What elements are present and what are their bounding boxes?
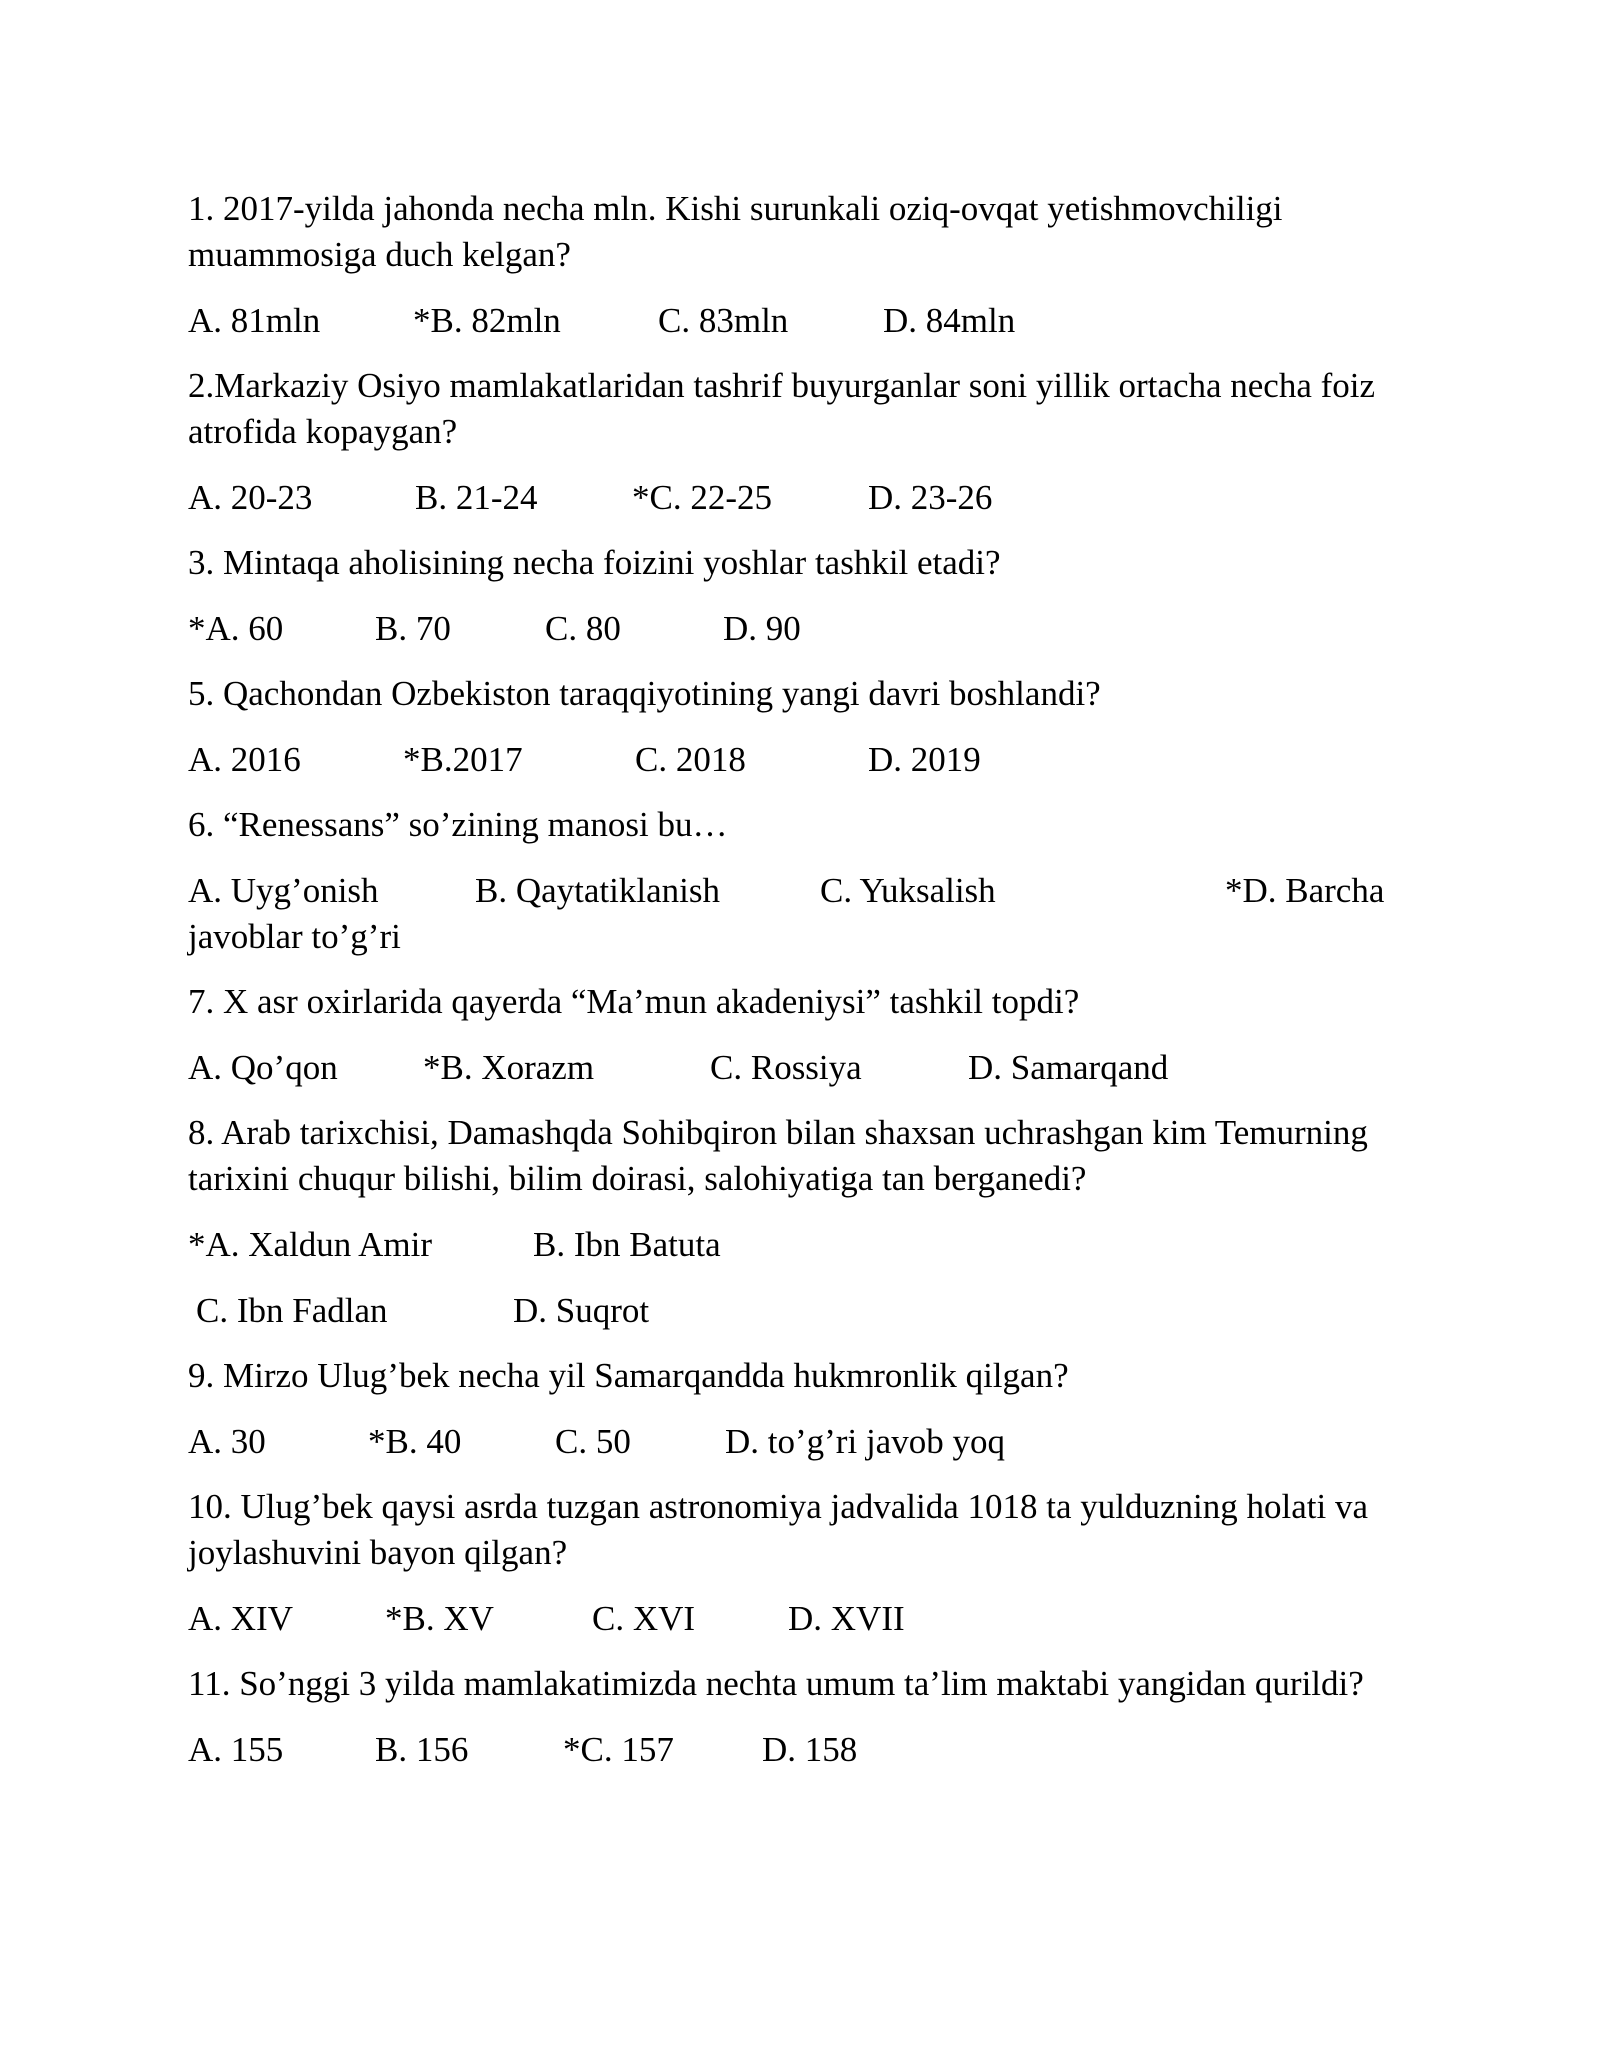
question-1-line-2: muammosiga duch kelgan? xyxy=(188,235,571,274)
question-3-option-d: D. 90 xyxy=(723,609,801,648)
question-9-option-c: C. 50 xyxy=(555,1422,631,1461)
question-8-line-1: 8. Arab tarixchisi, Damashqda Sohibqiron bilan shaxsan uchrashgan kim Temurning xyxy=(188,1113,1368,1152)
question-6-option-a: A. Uyg’onish xyxy=(188,871,379,910)
question-2-option-b: B. 21-24 xyxy=(415,478,538,517)
question-7-option-b: *B. Xorazm xyxy=(423,1048,595,1087)
question-10-option-d: D. XVII xyxy=(788,1599,905,1638)
question-10-option-a: A. XIV xyxy=(188,1599,293,1638)
question-2-option-d: D. 23-26 xyxy=(868,478,993,517)
question-6-option-d-continuation: javoblar to’g’ri xyxy=(188,917,401,956)
question-1-line-1: 1. 2017-yilda jahonda necha mln. Kishi surunkali oziq-ovqat yetishmovchiligi xyxy=(188,189,1283,228)
question-1-option-a: A. 81mln xyxy=(188,301,321,340)
question-11-option-b: B. 156 xyxy=(375,1730,469,1769)
question-5-option-c: C. 2018 xyxy=(635,740,746,779)
question-2-option-c: *C. 22-25 xyxy=(632,478,772,517)
question-9-option-d: D. to’g’ri javob yoq xyxy=(725,1422,1005,1461)
question-10-line-2: joylashuvini bayon qilgan? xyxy=(188,1533,568,1572)
question-3-option-a: *A. 60 xyxy=(188,609,284,648)
question-5-option-b: *B.2017 xyxy=(403,740,523,779)
question-3-option-c: C. 80 xyxy=(545,609,621,648)
question-7-option-d: D. Samarqand xyxy=(968,1048,1169,1087)
question-7-option-c: C. Rossiya xyxy=(710,1048,862,1087)
question-11-option-c: *C. 157 xyxy=(563,1730,674,1769)
question-7-option-a: A. Qo’qon xyxy=(188,1048,338,1087)
question-1-option-d: D. 84mln xyxy=(883,301,1016,340)
question-5-line-1: 5. Qachondan Ozbekiston taraqqiyotining yangi davri boshlandi? xyxy=(188,674,1101,713)
question-3-line-1: 3. Mintaqa aholisining necha foizini yoshlar tashkil etadi? xyxy=(188,543,1001,582)
question-10-option-b: *B. XV xyxy=(385,1599,494,1638)
question-9-option-a: A. 30 xyxy=(188,1422,266,1461)
question-10-line-1: 10. Ulug’bek qaysi asrda tuzgan astronomiya jadvalida 1018 ta yulduzning holati va xyxy=(188,1487,1368,1526)
question-3-option-b: B. 70 xyxy=(375,609,451,648)
question-1-option-c: C. 83mln xyxy=(658,301,789,340)
question-9-option-b: *B. 40 xyxy=(368,1422,462,1461)
question-8-option-b: B. Ibn Batuta xyxy=(533,1225,721,1264)
question-2-line-2: atrofida kopaygan? xyxy=(188,412,458,451)
question-7-line-1: 7. X asr oxirlarida qayerda “Ma’mun akadeniysi” tashkil topdi? xyxy=(188,982,1080,1021)
question-6-option-d: *D. Barcha xyxy=(1225,871,1385,910)
question-6-option-b: B. Qaytatiklanish xyxy=(475,871,720,910)
question-5-option-a: A. 2016 xyxy=(188,740,301,779)
question-2-option-a: A. 20-23 xyxy=(188,478,313,517)
question-9-line-1: 9. Mirzo Ulug’bek necha yil Samarqandda hukmronlik qilgan? xyxy=(188,1356,1069,1395)
question-11-option-d: D. 158 xyxy=(762,1730,858,1769)
question-11-option-a: A. 155 xyxy=(188,1730,284,1769)
question-10-option-c: C. XVI xyxy=(592,1599,696,1638)
question-8-option-d: D. Suqrot xyxy=(513,1291,650,1330)
question-11-line-1: 11. So’nggi 3 yilda mamlakatimizda nechta umum ta’lim maktabi yangidan qurildi? xyxy=(188,1664,1364,1703)
question-8-option-a: *A. Xaldun Amir xyxy=(188,1225,433,1264)
question-8-line-2: tarixini chuqur bilishi, bilim doirasi, salohiyatiga tan berganedi? xyxy=(188,1159,1087,1198)
question-8-option-c: C. Ibn Fadlan xyxy=(196,1291,388,1330)
question-5-option-d: D. 2019 xyxy=(868,740,981,779)
question-6-line-1: 6. “Renessans” so’zining manosi bu… xyxy=(188,805,728,844)
question-2-line-1: 2.Markaziy Osiyo mamlakatlaridan tashrif buyurganlar soni yillik ortacha necha foiz xyxy=(188,366,1376,405)
question-6-option-c: C. Yuksalish xyxy=(820,871,996,910)
question-1-option-b: *B. 82mln xyxy=(413,301,561,340)
